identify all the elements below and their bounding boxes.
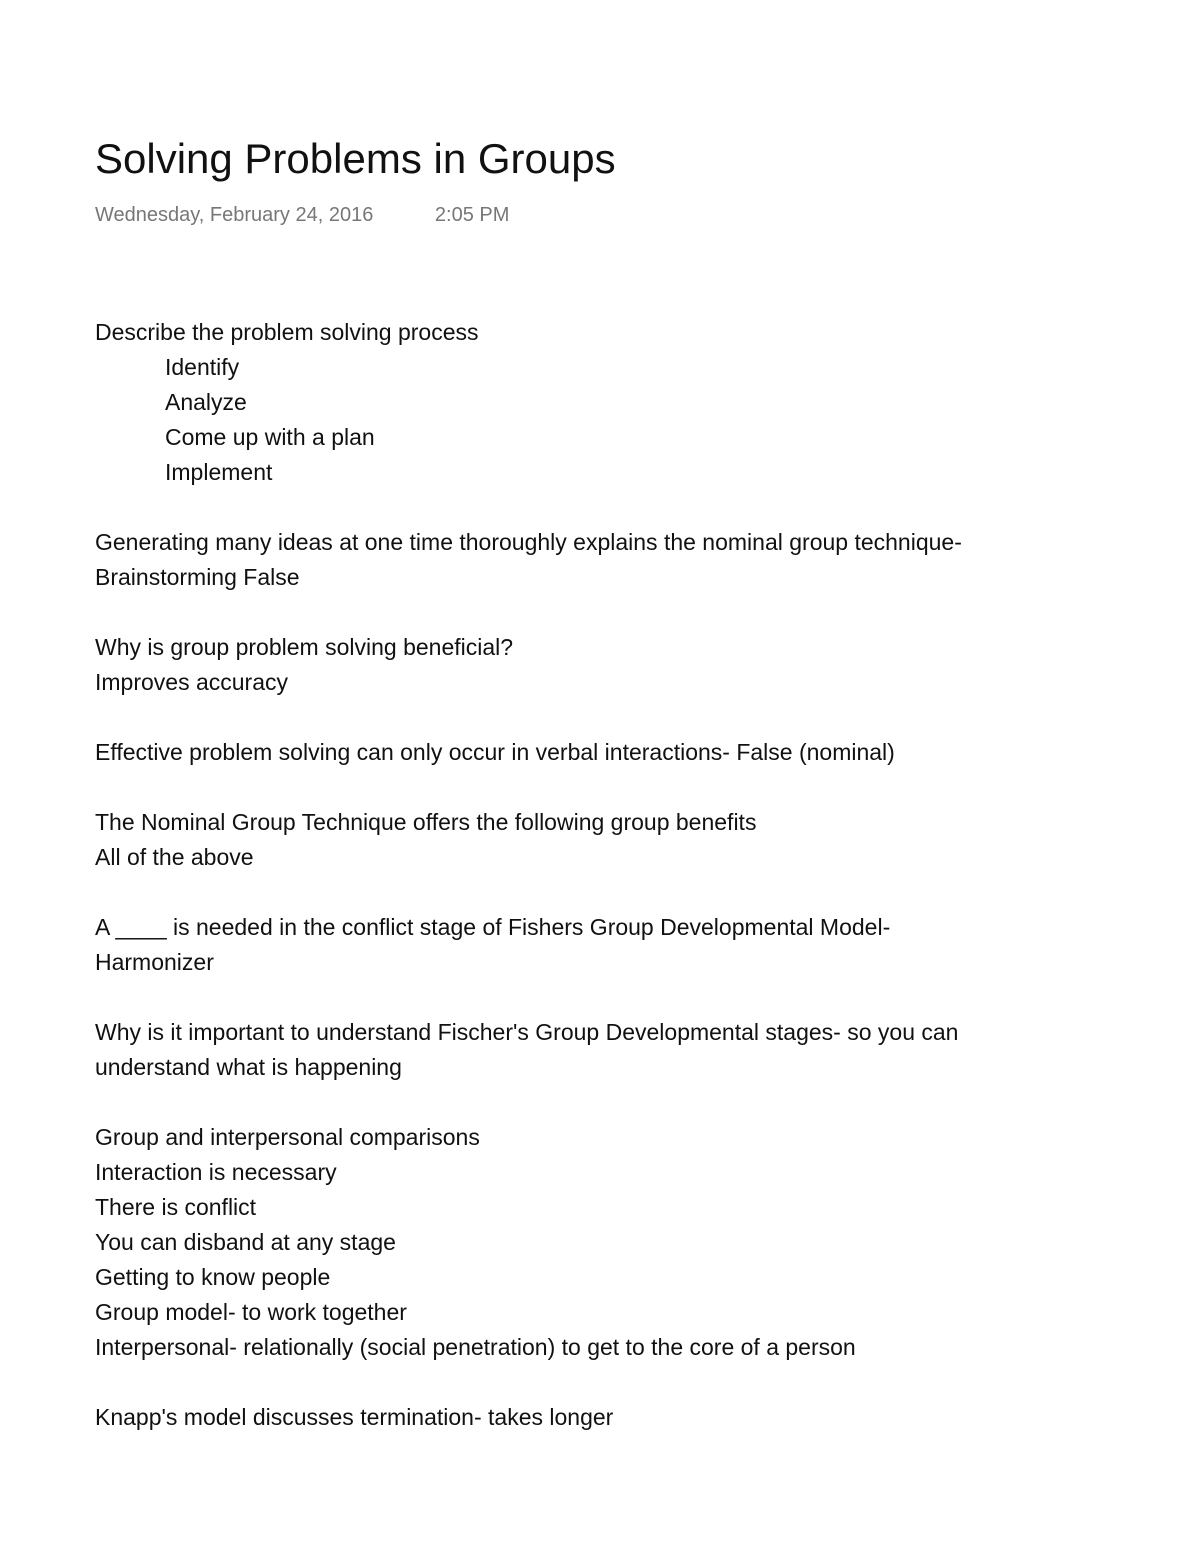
spacer — [95, 875, 1125, 910]
nominal-question-line: Generating many ideas at one time thoroughly explains the nominal group technique- — [95, 529, 962, 555]
note-date: Wednesday, February 24, 2016 — [95, 204, 374, 226]
group-benefit-answer: Improves accuracy — [95, 669, 289, 695]
comparison-item: Group and interpersonal comparisons — [95, 1124, 480, 1150]
comparison-item: Interpersonal- relationally (social penetration) to get to the core of a person — [95, 1334, 856, 1360]
spacer — [95, 595, 1125, 630]
nominal-answer-line: Brainstorming False — [95, 564, 300, 590]
process-step: Implement — [165, 459, 273, 485]
spacer — [95, 1085, 1125, 1120]
knapp-line: Knapp's model discusses termination- takes longer — [95, 1404, 614, 1430]
process-step: Identify — [165, 354, 240, 380]
note-time: 2:05 PM — [434, 204, 510, 226]
ngt-question: The Nominal Group Technique offers the following group benefits — [95, 809, 757, 835]
verbal-interactions-line: Effective problem solving can only occur in verbal interactions- False (nominal) — [95, 739, 895, 765]
fischer-question-line: Why is it important to understand Fischer's Group Developmental stages- so you can — [95, 1019, 959, 1045]
comparison-item: Group model- to work together — [95, 1299, 407, 1325]
ngt-answer: All of the above — [95, 844, 254, 870]
process-step: Analyze — [165, 389, 247, 415]
note-timestamp — [95, 202, 509, 228]
spacer — [95, 980, 1125, 1015]
process-heading: Describe the problem solving process — [95, 319, 479, 345]
note-body — [95, 315, 1125, 1435]
conflict-stage-answer: Harmonizer — [95, 949, 214, 975]
fischer-answer-line: understand what is happening — [95, 1054, 402, 1080]
conflict-stage-question: A ____ is needed in the conflict stage of Fishers Group Developmental Model- — [95, 914, 891, 940]
comparison-item: Interaction is necessary — [95, 1159, 337, 1185]
spacer — [95, 700, 1125, 735]
page-title: Solving Problems in Groups — [95, 135, 616, 182]
spacer — [95, 1365, 1125, 1400]
spacer — [95, 770, 1125, 805]
comparison-item: There is conflict — [95, 1194, 257, 1220]
group-benefit-question: Why is group problem solving beneficial? — [95, 634, 514, 660]
spacer — [95, 490, 1125, 525]
comparison-item: Getting to know people — [95, 1264, 331, 1290]
process-step: Come up with a plan — [165, 424, 375, 450]
comparison-item: You can disband at any stage — [95, 1229, 396, 1255]
